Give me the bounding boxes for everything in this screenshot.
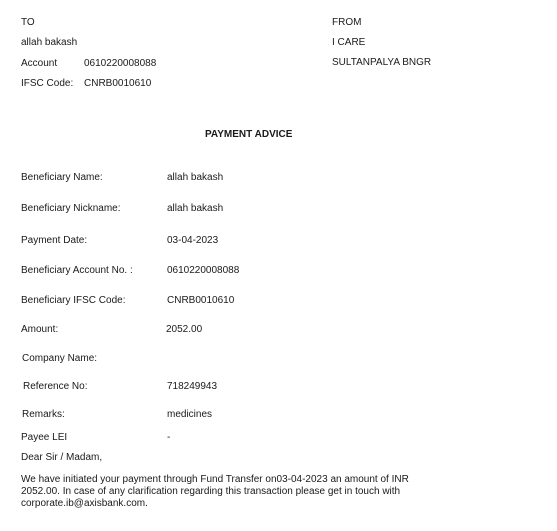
from-line2: SULTANPALYA BNGR <box>332 57 432 68</box>
field-label: Beneficiary Name: <box>21 172 103 183</box>
to-account-label: Account <box>21 58 58 69</box>
field-value: allah bakash <box>167 172 224 183</box>
from-heading: FROM <box>332 17 362 28</box>
field-label: Remarks: <box>22 409 65 420</box>
field-value: 2052.00 <box>166 324 203 335</box>
field-value: 0610220008088 <box>167 265 240 276</box>
field-label: Beneficiary IFSC Code: <box>21 295 126 306</box>
field-value: 03-04-2023 <box>167 235 219 246</box>
field-value: CNRB0010610 <box>167 295 235 306</box>
from-line1: I CARE <box>332 37 366 48</box>
field-label: Amount: <box>21 324 59 335</box>
to-name: allah bakash <box>21 37 78 48</box>
field-label: Payment Date: <box>21 235 88 246</box>
field-value: - <box>167 432 171 443</box>
field-label: Beneficiary Nickname: <box>21 203 121 214</box>
field-label: Company Name: <box>22 353 98 364</box>
field-value: 718249943 <box>167 381 218 392</box>
field-label: Beneficiary Account No. : <box>21 265 133 276</box>
field-label: Payee LEI <box>21 432 68 443</box>
to-ifsc-label: IFSC Code: <box>21 78 74 89</box>
to-heading: TO <box>21 17 35 28</box>
field-value: allah bakash <box>167 203 224 214</box>
to-account-value: 0610220008088 <box>84 58 157 69</box>
message-paragraph: We have initiated your payment through Fund Transfer on03-04-2023 an amount of INR 2052.00. In case of any clarification regarding this transaction please get in touch with corporate.ib@axisbank.com. <box>21 474 409 509</box>
salutation: Dear Sir / Madam, <box>21 452 103 463</box>
field-label: Reference No: <box>23 381 88 392</box>
document-title: PAYMENT ADVICE <box>205 129 293 140</box>
to-ifsc-value: CNRB0010610 <box>84 78 152 89</box>
field-value: medicines <box>167 409 213 420</box>
